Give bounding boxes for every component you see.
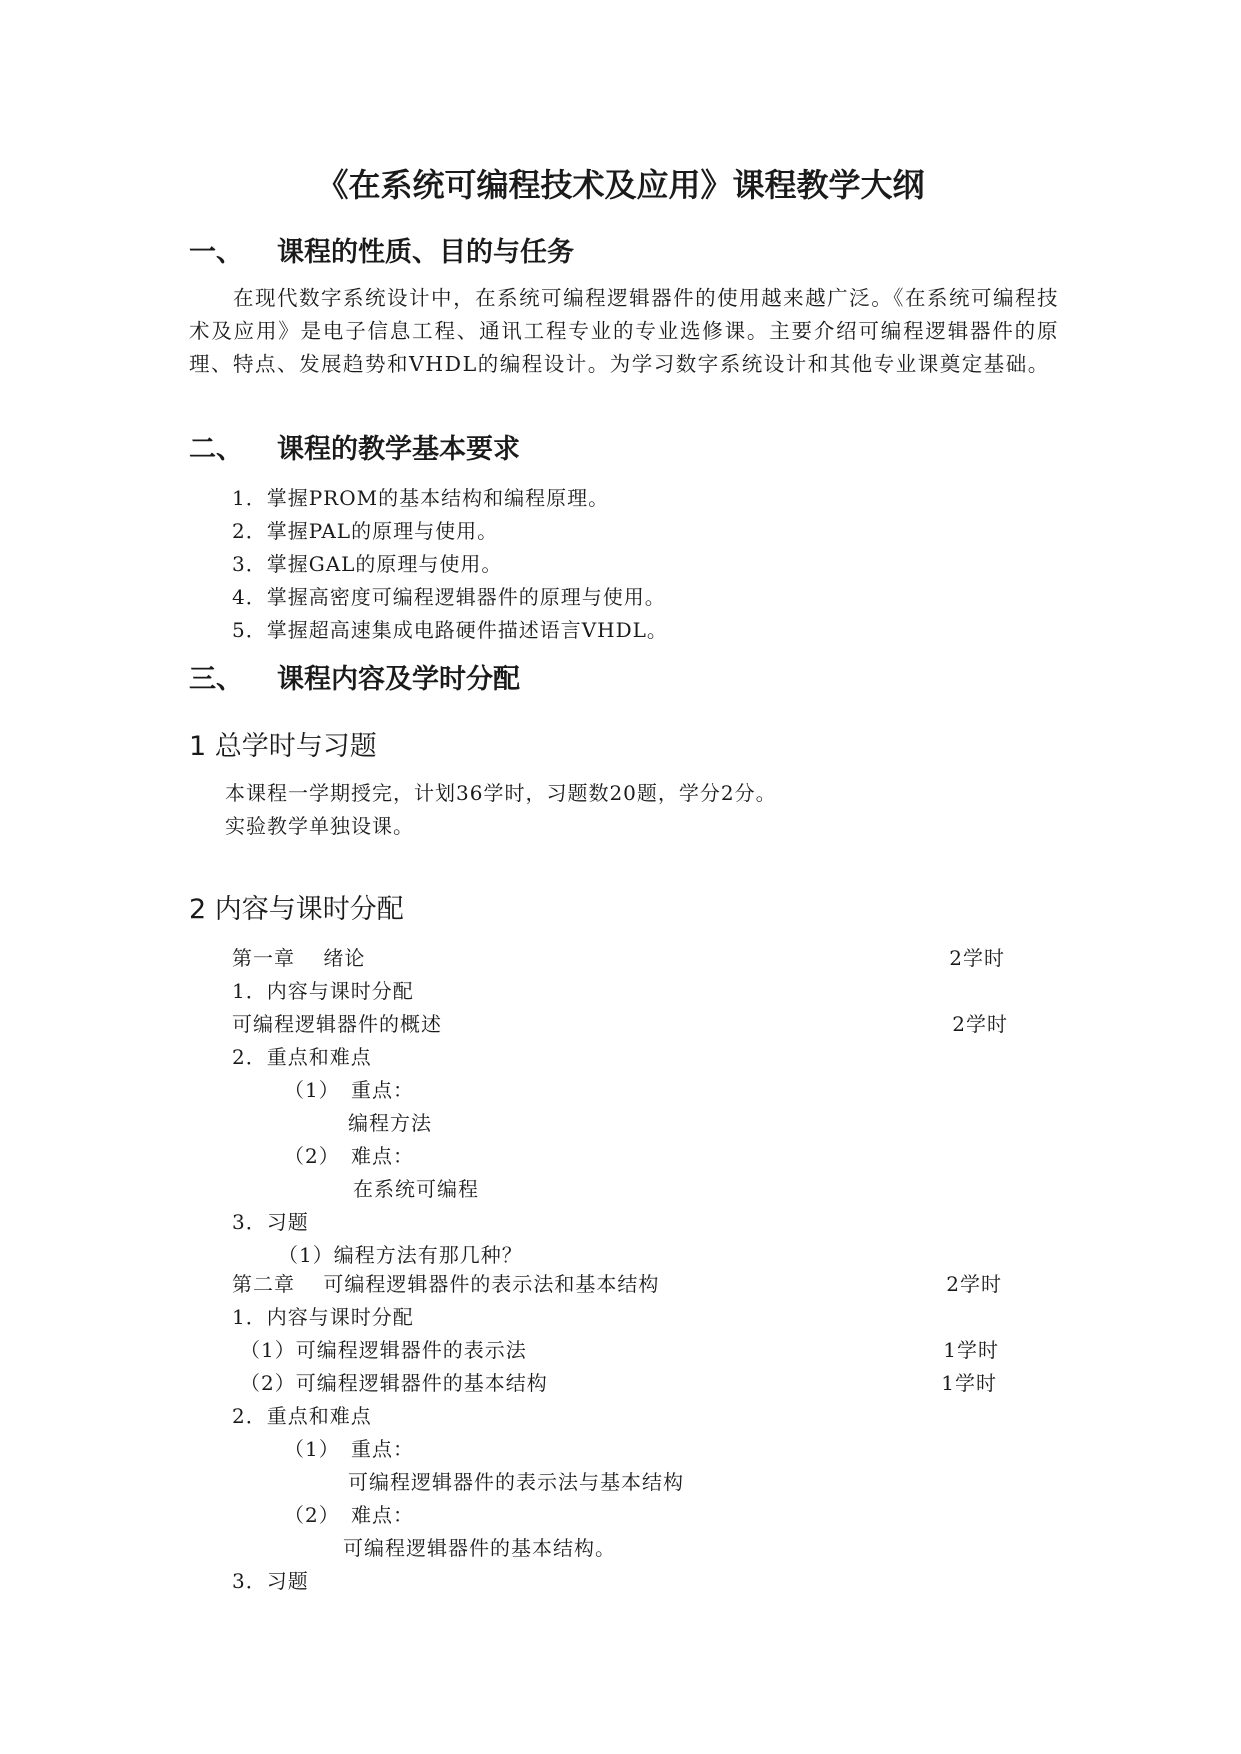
chapter-1-key-label: 2．重点和难点 — [232, 1045, 372, 1069]
chapter-1-exercise-label: 3．习题 — [232, 1210, 309, 1234]
subsection-1-heading: 1 总学时与习题 — [189, 731, 377, 762]
chapter-2-item-2-hours: 1学时 — [941, 1371, 997, 1395]
chapter-2-hours: 2学时 — [946, 1272, 1002, 1296]
chapter-1-difficulty-text: 在系统可编程 — [353, 1177, 479, 1201]
chapter-2-difficulty-text: 可编程逻辑器件的基本结构。 — [343, 1536, 616, 1560]
chapter-1-content-label: 1．内容与课时分配 — [232, 979, 414, 1003]
section-2-heading: 课程的教学基本要求 — [277, 434, 520, 465]
chapter-1-title: 第一章 绪论 — [232, 946, 366, 970]
chapter-2-difficulty-number: （2） — [284, 1503, 340, 1527]
chapter-2-difficulty-title: 难点： — [351, 1503, 414, 1527]
chapter-2-title: 第二章 可编程逻辑器件的表示法和基本结构 — [232, 1272, 660, 1296]
chapter-1-hours: 2学时 — [949, 946, 1005, 970]
chapter-1-item-hours: 2学时 — [952, 1012, 1008, 1036]
section-3-number: 三、 — [189, 664, 243, 695]
requirement-item-3: 3．掌握GAL的原理与使用。 — [232, 552, 503, 576]
total-hours-line: 本课程一学期授完，计划36学时，习题数20题，学分2分。 — [225, 781, 777, 805]
requirement-item-2: 2．掌握PAL的原理与使用。 — [232, 519, 499, 543]
intro-paragraph: 在现代数字系统设计中，在系统可编程逻辑器件的使用越来越广泛。《在系统可编程技术及应用》是电子信息工程、通讯工程专业的专业选修课。主要介绍可编程逻辑器件的原理、特点、发展趋势和VHDL的编程设计。为学习数字系统设计和其他专业课奠定基础。 — [189, 286, 1059, 376]
subsection-2-heading: 2 内容与课时分配 — [189, 894, 404, 925]
document-title: 《在系统可编程技术及应用》课程教学大纲 — [316, 166, 925, 204]
chapter-1-difficulty-number: （2） — [284, 1144, 340, 1168]
lab-note-line: 实验教学单独设课。 — [225, 814, 414, 838]
requirement-item-5: 5．掌握超高速集成电路硬件描述语言VHDL。 — [232, 618, 668, 642]
section-3-heading: 课程内容及学时分配 — [277, 664, 520, 695]
section-2-number: 二、 — [189, 434, 243, 465]
requirement-item-4: 4．掌握高密度可编程逻辑器件的原理与使用。 — [232, 585, 666, 609]
chapter-1-content-item: 可编程逻辑器件的概述 — [232, 1012, 442, 1036]
chapter-1-key-title: 重点： — [351, 1078, 414, 1102]
section-1-heading: 课程的性质、目的与任务 — [277, 237, 574, 268]
chapter-2-key-number: （1） — [284, 1437, 340, 1461]
chapter-2-content-item-2: （2）可编程逻辑器件的基本结构 — [240, 1371, 548, 1395]
chapter-2-key-label: 2．重点和难点 — [232, 1404, 372, 1428]
chapter-2-content-label: 1．内容与课时分配 — [232, 1305, 414, 1329]
chapter-2-content-item-1: （1）可编程逻辑器件的表示法 — [240, 1338, 527, 1362]
chapter-1-key-number: （1） — [284, 1078, 340, 1102]
chapter-2-key-title: 重点： — [351, 1437, 414, 1461]
chapter-2-item-1-hours: 1学时 — [943, 1338, 999, 1362]
requirement-item-1: 1．掌握PROM的基本结构和编程原理。 — [232, 486, 610, 510]
chapter-2-exercise-label: 3．习题 — [232, 1569, 309, 1593]
chapter-1-difficulty-title: 难点： — [351, 1144, 414, 1168]
chapter-2-key-text: 可编程逻辑器件的表示法与基本结构 — [348, 1470, 684, 1494]
section-1-number: 一、 — [189, 237, 243, 268]
chapter-1-exercise-item: （1）编程方法有那几种？ — [278, 1243, 523, 1267]
chapter-1-key-text: 编程方法 — [348, 1111, 432, 1135]
